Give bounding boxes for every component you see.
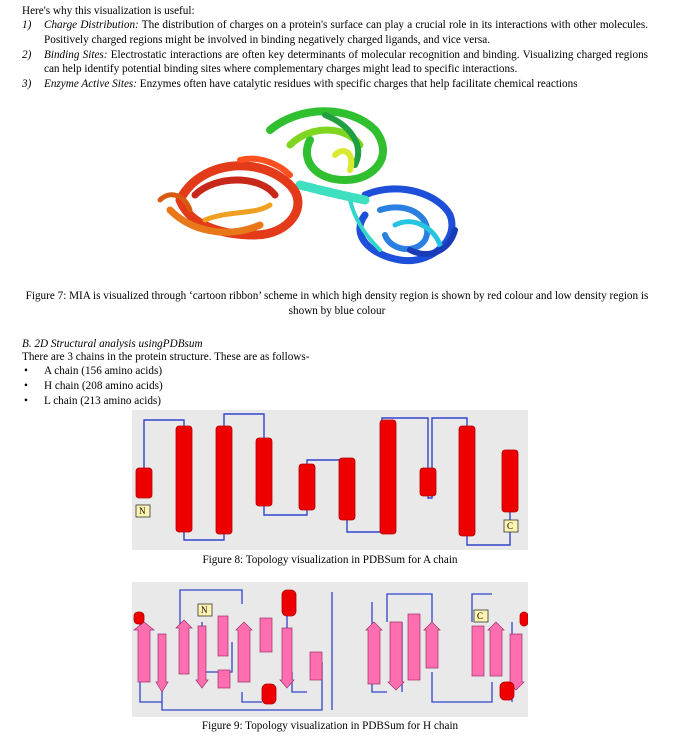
list-item xyxy=(22,364,163,379)
list-item xyxy=(22,394,163,409)
topology-diagram-h-chain xyxy=(132,582,528,717)
item-number: 2) xyxy=(22,48,32,61)
item-term: Binding Sites: xyxy=(44,48,108,61)
list-item xyxy=(22,48,648,78)
item-number: 3) xyxy=(22,78,32,91)
topology-diagram-a-chain xyxy=(132,410,528,550)
bullet: • xyxy=(24,395,28,407)
c-terminus-label: C xyxy=(507,521,514,531)
n-terminus-label: N xyxy=(139,506,146,516)
c-terminus-label: C xyxy=(477,611,484,621)
bullet: • xyxy=(24,365,28,377)
item-number: 1) xyxy=(22,19,32,31)
item-text: The distribution of charges on a protein's surface can play a crucial role in its interactions with other molecules. Positively charged regions might be involved in binding negatively charged ligands, and vice versa. xyxy=(44,19,648,46)
figure-7-caption: Figure 7: MIA is visualized through ‘cartoon ribbon’ scheme in which high density region is shown by red colour and low density region is shown by blue colour xyxy=(25,290,649,317)
list-item xyxy=(22,77,648,92)
list-item xyxy=(22,379,163,394)
bullet: • xyxy=(24,380,28,392)
figure-9-caption: Figure 9: Topology visualization in PDBSum for H chain xyxy=(201,720,459,732)
chain-label: L chain (213 amino acids) xyxy=(44,395,162,407)
item-term: Charge Distribution: xyxy=(44,19,139,31)
chain-list xyxy=(22,364,163,409)
item-text: Enzymes often have catalytic residues with specific charges that help facilitate chemical reactions xyxy=(139,78,578,91)
item-term: Enzyme Active Sites: xyxy=(44,78,137,91)
intro-text: Here's why this visualization is useful: xyxy=(22,5,195,17)
item-text: Electrostatic interactions are often key determinants of molecular recognition and binding. Visualizing charged regions can help identify potential binding sites where complementary charges might lead to specific interactions. xyxy=(44,48,649,76)
chain-label: H chain (208 amino acids) xyxy=(44,380,163,392)
figure-8-caption: Figure 8: Topology visualization in PDBSum for A chain xyxy=(202,554,458,566)
protein-ribbon-image xyxy=(150,100,480,280)
list-item xyxy=(22,18,648,48)
uses-list xyxy=(22,18,648,92)
section-heading: B. 2D Structural analysis usingPDBsum xyxy=(22,338,203,350)
chain-label: A chain (156 amino acids) xyxy=(44,365,163,377)
chains-intro: There are 3 chains in the protein structure. These are as follows- xyxy=(22,351,310,363)
n-terminus-label: N xyxy=(201,605,208,615)
